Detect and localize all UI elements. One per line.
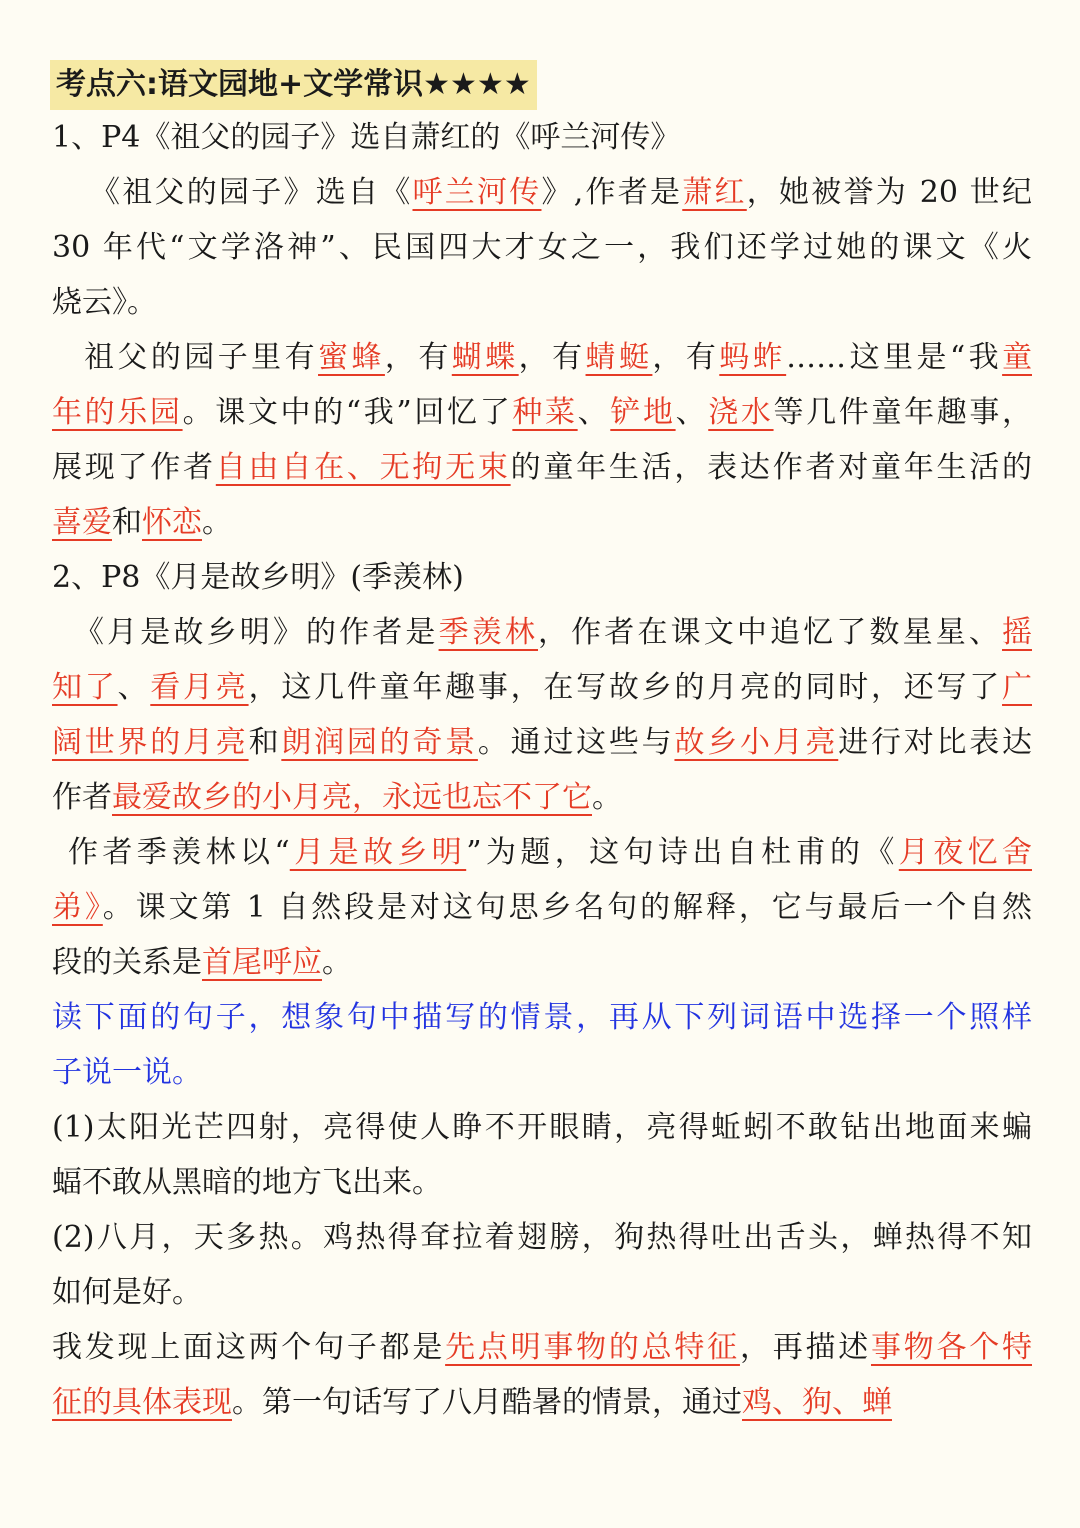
- item-2-title: 2、P8《月是故乡明》(季羡林): [52, 560, 464, 595]
- paragraph-line: 30 年代“文学洛神”、民国四大才女之一，我们还学过她的课文《火: [52, 230, 1032, 265]
- paragraph-line: 作者季羡林以“月是故乡明”为题，这句诗出自杜甫的《月夜忆舍: [68, 835, 1032, 870]
- paragraph-line: 年的乐园。课文中的“我”回忆了种菜、铲地、浇水等几件童年趣事，: [52, 395, 1032, 430]
- paragraph-line: 知了、看月亮，这几件童年趣事，在写故乡的月亮的同时，还写了广: [52, 670, 1032, 705]
- paragraph-line: 展现了作者自由自在、无拘无束的童年生活，表达作者对童年生活的: [52, 450, 1032, 485]
- paragraph-line: 《祖父的园子》选自《呼兰河传》,作者是萧红，她被誉为 20 世纪: [90, 175, 1032, 210]
- example-sentence-1: (1)太阳光芒四射，亮得使人睁不开眼睛，亮得蚯蚓不敢钻出地面来蝙: [52, 1110, 1032, 1145]
- paragraph-line: 烧云》。: [52, 285, 157, 320]
- example-sentence-2: (2)八月，天多热。鸡热得耷拉着翅膀，狗热得吐出舌头，蝉热得不知: [52, 1220, 1032, 1255]
- paragraph-line: 喜爱和怀恋。: [52, 505, 232, 540]
- example-sentence-2: 如何是好。: [52, 1275, 202, 1310]
- paragraph-line: 弟》。课文第 1 自然段是对这句思乡名句的解释，它与最后一个自然: [52, 890, 1032, 925]
- paragraph-line: 祖父的园子里有蜜蜂，有蝴蝶，有蜻蜓，有蚂蚱……这里是“我童: [84, 340, 1032, 375]
- answer-line: 征的具体表现。第一句话写了八月酷暑的情景，通过鸡、狗、蝉: [52, 1385, 892, 1420]
- exercise-instruction: 子说一说。: [52, 1055, 202, 1090]
- exercise-instruction: 读下面的句子，想象句中描写的情景，再从下列词语中选择一个照样: [52, 1000, 1032, 1035]
- paragraph-line: 阔世界的月亮和朗润园的奇景。通过这些与故乡小月亮进行对比表达: [52, 725, 1032, 760]
- example-sentence-1: 蝠不敢从黑暗的地方飞出来。: [52, 1165, 442, 1200]
- answer-line: 我发现上面这两个句子都是先点明事物的总特征，再描述事物各个特: [52, 1330, 1032, 1365]
- section-heading: 考点六:语文园地+文学常识★★★★: [50, 60, 537, 110]
- paragraph-line: 作者最爱故乡的小月亮，永远也忘不了它。: [52, 780, 622, 815]
- paragraph-line: 《月是故乡明》的作者是季羡林，作者在课文中追忆了数星星、摇: [74, 615, 1032, 650]
- item-1-title: 1、P4《祖父的园子》选自萧红的《呼兰河传》: [52, 120, 681, 155]
- paragraph-line: 段的关系是首尾呼应。: [52, 945, 352, 980]
